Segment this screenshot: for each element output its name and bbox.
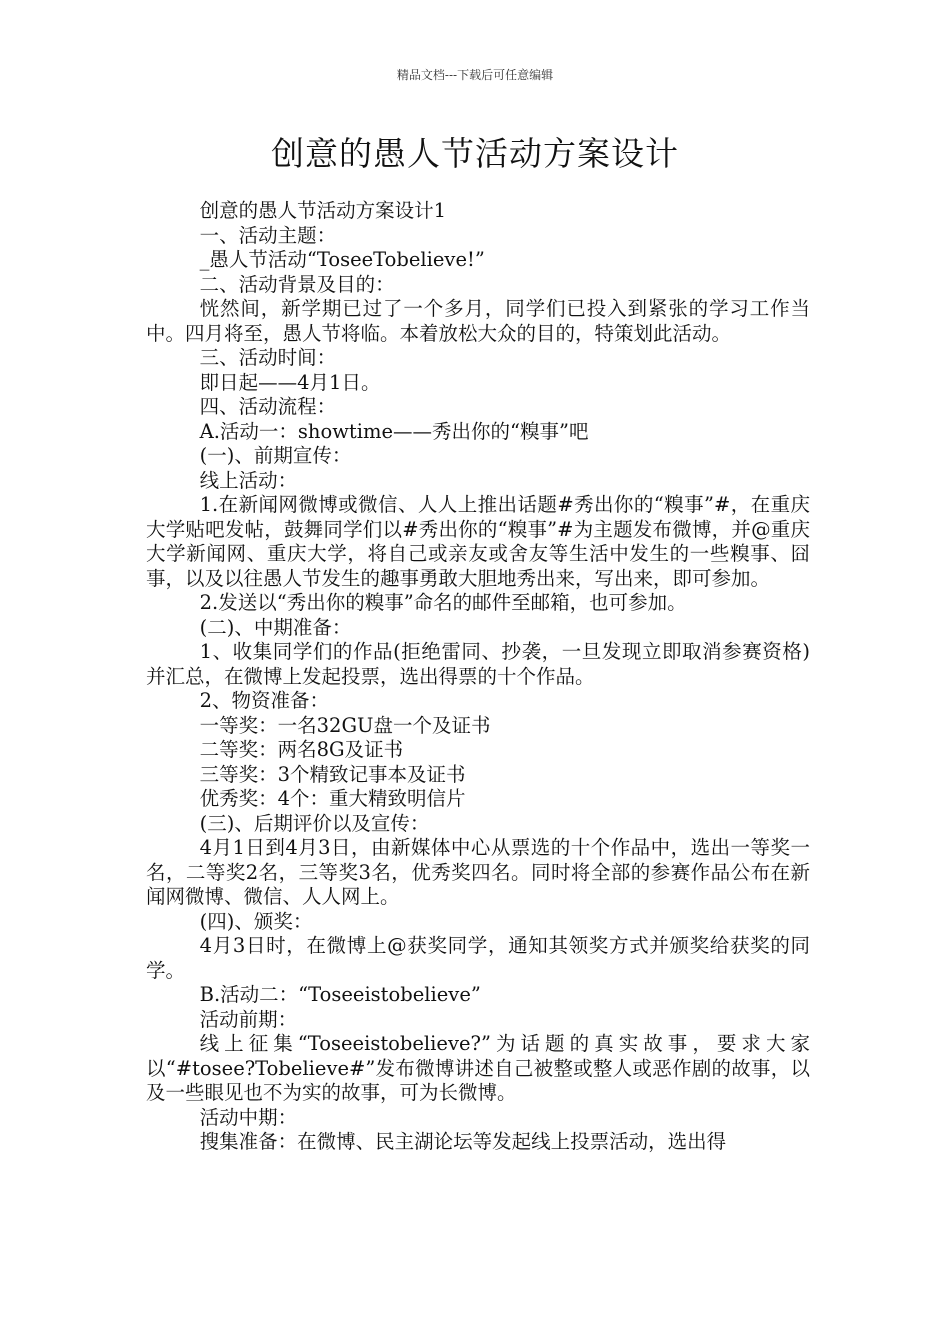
paragraph: (二)、中期准备：	[199, 615, 352, 639]
paragraph: 恍然间，新学期已过了一个多月，同学们已投入到紧张的学习工作当中。四月将至，愚人节将临。本着放松大众的目的，特策划此活动。	[146, 297, 810, 345]
paragraph: 线上征集“Toseeistobelieve?”为话题的真实故事，要求大家以“#tosee?Tobelieve#”发布微博讲述自己被整或整人或恶作剧的故事，以及一些眼见也不为实的故事，可为长微博。	[146, 1032, 810, 1104]
paragraph: 活动中期：	[199, 1105, 298, 1129]
paragraph: 一等奖：一名32GU盘一个及证书	[199, 713, 491, 737]
paragraph: 2、物资准备：	[199, 689, 330, 712]
paragraph: A.活动一：showtime——秀出你的“糗事”吧	[199, 419, 589, 443]
document-body	[146, 199, 810, 1155]
paragraph: 4月3日时，在微博上@获奖同学，通知其领奖方式并颁奖给获奖的同学。	[146, 934, 810, 982]
paragraph: 活动前期：	[199, 1007, 298, 1031]
paragraph: 搜集准备：在微博、民主湖论坛等发起线上投票活动，选出得	[199, 1130, 727, 1153]
paragraph: 1、收集同学们的作品(拒绝雷同、抄袭，一旦发现立即取消参赛资格)并汇总，在微博上发起投票，选出得票的十个作品。	[146, 640, 810, 688]
paragraph: (四)、颁奖：	[199, 909, 313, 933]
paragraph: 即日起——4月1日。	[199, 370, 381, 394]
paragraph: 二等奖：两名8G及证书	[199, 738, 404, 761]
paragraph: 四、活动流程：	[199, 395, 337, 418]
paragraph: (三)、后期评价以及宣传：	[199, 811, 430, 835]
paragraph: _愚人节活动“ToseeTobelieve!”	[199, 248, 485, 271]
paragraph: 线上活动：	[199, 468, 298, 492]
document-title: 创意的愚人节活动方案设计	[271, 134, 679, 173]
paragraph: (一)、前期宣传：	[199, 444, 352, 467]
paragraph: 2.发送以“秀出你的糗事”命名的邮件至邮箱，也可参加。	[199, 591, 687, 614]
paragraph: 三等奖：3个精致记事本及证书	[199, 762, 466, 786]
paragraph: 三、活动时间：	[199, 346, 337, 369]
paragraph: 创意的愚人节活动方案设计1	[199, 199, 447, 222]
paragraph: B.活动二：“Toseeistobelieve”	[199, 983, 481, 1006]
paragraph: 优秀奖：4个：重大精致明信片	[199, 787, 466, 810]
page-header: 精品文档---下载后可任意编辑	[396, 68, 554, 82]
paragraph: 二、活动背景及目的：	[199, 272, 395, 296]
paragraph: 1.在新闻网微博或微信、人人上推出话题#秀出你的“糗事”#，在重庆大学贴吧发帖，鼓舞同学们以#秀出你的“糗事”#为主题发布微博，并@重庆大学新闻网、重庆大学，将自己或亲友或舍友等生活中发生的一些糗事、囧事，以及以往愚人节发生的趣事勇敢大胆地秀出来，写出来，即可参加。	[146, 493, 810, 590]
paragraph: 4月1日到4月3日，由新媒体中心从票选的十个作品中，选出一等奖一名，二等奖2名，三等奖3名，优秀奖四名。同时将全部的参赛作品公布在新闻网微博、微信、人人网上。	[146, 836, 810, 908]
paragraph: 一、活动主题：	[199, 223, 337, 247]
